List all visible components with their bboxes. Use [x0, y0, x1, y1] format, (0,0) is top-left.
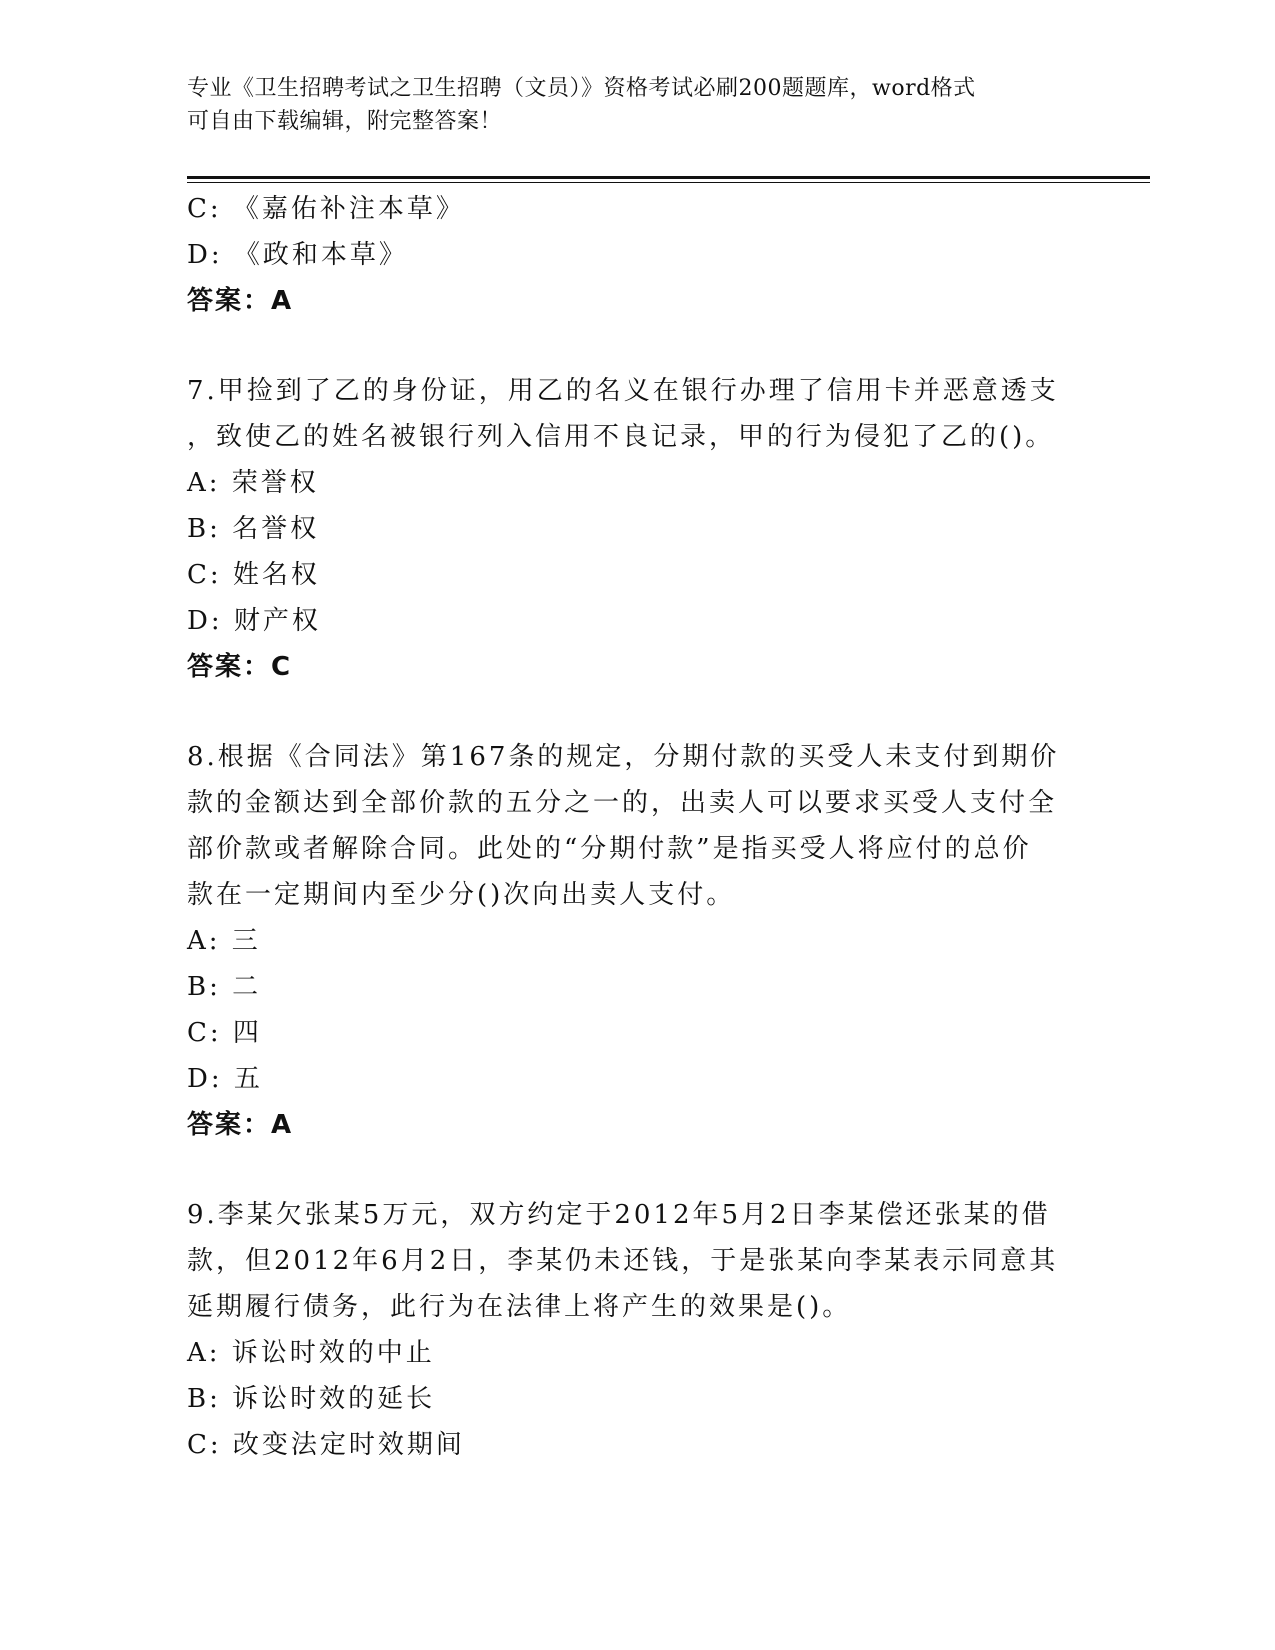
option-a: A: 诉讼时效的中止 — [187, 1338, 435, 1368]
spacer — [187, 324, 1087, 368]
answer: 答案：A — [187, 286, 294, 316]
option-a: A: 荣誉权 — [187, 468, 319, 498]
header-rule-thin — [187, 182, 1150, 183]
header-line-1: 专业《卫生招聘考试之卫生招聘（文员）》资格考试必刷200题题库，word格式 — [187, 76, 976, 101]
spacer — [187, 690, 1087, 734]
option-b: B: 名誉权 — [187, 514, 320, 544]
document-header — [187, 72, 1067, 138]
option-b: B: 诉讼时效的延长 — [187, 1384, 436, 1414]
question-stem: 款在一定期间内至少分()次向出卖人支付。 — [187, 880, 736, 910]
option-d: D: 《政和本草》 — [187, 240, 408, 270]
spacer — [187, 1148, 1087, 1192]
question-list — [187, 186, 1087, 1468]
question-stem: ，致使乙的姓名被银行列入信用不良记录，甲的行为侵犯了乙的()。 — [187, 422, 1055, 452]
option-a: A: 三 — [187, 926, 261, 956]
question-stem: 8.根据《合同法》第167条的规定，分期付款的买受人未支付到期价 — [187, 742, 1060, 772]
question-stem: 款，但2012年6月2日，李某仍未还钱，于是张某向李某表示同意其 — [187, 1246, 1059, 1276]
option-c: C: 改变法定时效期间 — [187, 1430, 465, 1460]
option-b: B: 二 — [187, 972, 262, 1002]
question-6 — [187, 186, 1087, 324]
question-7 — [187, 368, 1087, 690]
question-stem: 延期履行债务，此行为在法律上将产生的效果是()。 — [187, 1292, 852, 1322]
question-stem: 9.李某欠张某5万元，双方约定于2012年5月2日李某偿还张某的借 — [187, 1200, 1051, 1230]
option-c: C: 姓名权 — [187, 560, 320, 590]
option-d: D: 五 — [187, 1064, 263, 1094]
option-c: C: 四 — [187, 1018, 262, 1048]
option-c: C: 《嘉佑补注本草》 — [187, 194, 465, 224]
question-8 — [187, 734, 1087, 1148]
question-9 — [187, 1192, 1087, 1468]
question-stem: 款的金额达到全部价款的五分之一的，出卖人可以要求买受人支付全 — [187, 788, 1058, 818]
header-rule-thick — [187, 176, 1150, 179]
option-d: D: 财产权 — [187, 606, 321, 636]
answer: 答案：C — [187, 652, 293, 682]
question-stem: 部价款或者解除合同。此处的“分期付款”是指买受人将应付的总价 — [187, 834, 1032, 864]
answer: 答案：A — [187, 1110, 294, 1140]
question-stem: 7.甲捡到了乙的身份证，用乙的名义在银行办理了信用卡并恶意透支 — [187, 376, 1059, 406]
header-line-2: 可自由下载编辑，附完整答案！ — [187, 109, 503, 134]
